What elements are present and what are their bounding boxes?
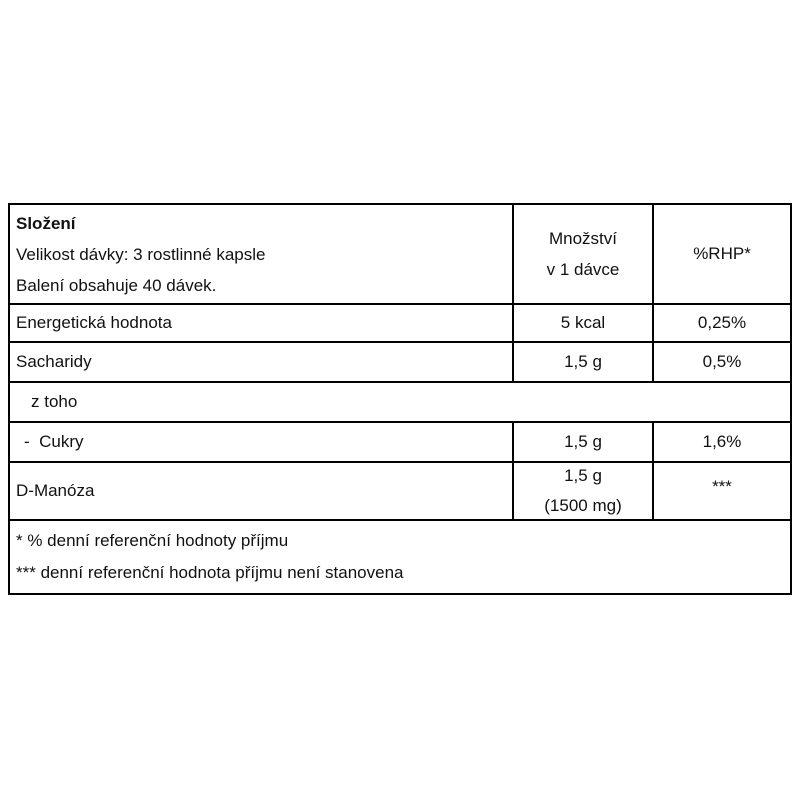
row-amount: 1,5 g bbox=[564, 352, 602, 371]
amount-header-line1: Množství bbox=[548, 229, 618, 248]
row-name: z toho bbox=[31, 392, 78, 411]
composition-title: Složení bbox=[16, 213, 76, 233]
row-amount-line2: (1500 mg) bbox=[544, 496, 622, 515]
row-amount: 1,5 g bbox=[564, 432, 602, 451]
table-row bbox=[10, 423, 790, 463]
footnote: * % denní referenční hodnoty příjmu bbox=[16, 531, 289, 550]
footnotes-row bbox=[10, 521, 790, 593]
amount-header-cell bbox=[512, 205, 652, 303]
rhp-header: %RHP* bbox=[693, 244, 751, 263]
row-rhp: *** bbox=[712, 477, 732, 496]
table-header-row bbox=[10, 205, 790, 305]
row-amount: 5 kcal bbox=[560, 313, 606, 332]
table-row bbox=[10, 463, 790, 521]
table-row bbox=[10, 343, 790, 383]
servings-per-pack: Balení obsahuje 40 dávek. bbox=[16, 275, 217, 295]
row-rhp: 1,6% bbox=[702, 432, 742, 451]
table-row bbox=[10, 305, 790, 343]
row-name: Energetická hodnota bbox=[16, 313, 172, 332]
row-name: Sacharidy bbox=[16, 352, 92, 371]
row-rhp: 0,5% bbox=[702, 352, 742, 371]
footnote: *** denní referenční hodnota příjmu není stanovena bbox=[16, 563, 404, 582]
row-name: - Cukry bbox=[24, 432, 84, 451]
row-name: D-Manóza bbox=[16, 481, 95, 500]
amount-header-line2: v 1 dávce bbox=[546, 260, 620, 279]
nutrition-table bbox=[8, 203, 792, 595]
serving-size: Velikost dávky: 3 rostlinné kapsle bbox=[16, 244, 266, 264]
rhp-header-cell bbox=[652, 205, 790, 303]
row-amount-line1: 1,5 g bbox=[564, 466, 602, 485]
table-row bbox=[10, 383, 790, 423]
composition-cell bbox=[10, 205, 512, 303]
row-rhp: 0,25% bbox=[697, 313, 747, 332]
